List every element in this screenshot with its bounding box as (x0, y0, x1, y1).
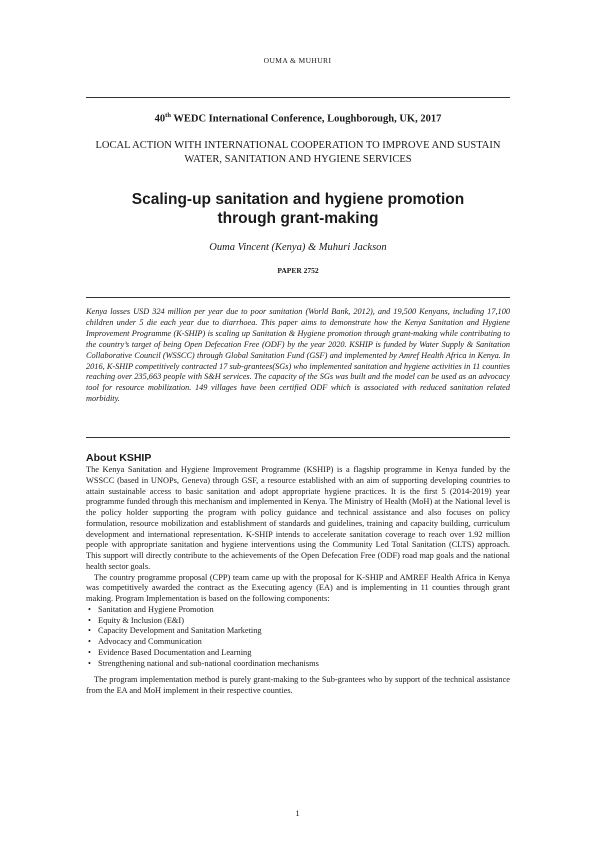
list-item-text: Evidence Based Documentation and Learning (98, 647, 252, 657)
running-head: OUMA & MUHURI (263, 56, 332, 65)
paper-title-line-2: through grant-making (217, 210, 379, 227)
list-item-text: Sanitation and Hygiene Promotion (98, 604, 214, 614)
paper-title (86, 190, 510, 228)
conference-theme: LOCAL ACTION WITH INTERNATIONAL COOPERATION TO IMPROVE AND SUSTAIN WATER, SANITATION AND HYGIENE SERVICES (95, 140, 501, 165)
conference-superscript: th (165, 112, 171, 119)
abstract: Kenya losses USD 324 million per year due to poor sanitation (World Bank, 2012), and 19,500 Kenyans, including 17,100 children under 5 die each year due to diarrhoea. This paper aims to demonstrate how the Kenya Sanitation and Hygiene Improvement Programme (K-SHIP) is scaling up Sanitation & Hygiene promotion through grant-making while contributing to the country’s target of being Open Defecation Free (ODF) by the year 2020. KSHIP is funded by Water Supply & Sanitation Collaborative Council (WSSCC) through Global Sanitation Fund (GSF) and implemented by Amref Health Africa in Kenya. In 2016, K-SHIP competitively contracted 17 sub-grantees(SGs) who implemented sanitation and hygiene activities in 11 counties reaching over 235,663 people with S&H services. The capacity of the SGs was built and the model can be used as an advocacy tool for resource mobilization. 149 villages have been certified ODF which is associated with reduced sanitation related morbidity. (86, 307, 510, 404)
conference-number: 40 (154, 113, 166, 125)
list-item (86, 648, 510, 659)
list-item-text: Strengthening national and sub-national coordination mechanisms (98, 658, 319, 668)
section-body (86, 465, 510, 697)
list-item (86, 659, 510, 670)
bullet-icon: • (88, 647, 91, 657)
list-item-text: Capacity Development and Sanitation Marketing (98, 626, 262, 636)
list-item (86, 605, 510, 616)
header-rule (86, 97, 510, 98)
paper-number: PAPER 2752 (277, 266, 319, 275)
bullet-icon: • (88, 604, 91, 614)
paper-title-line-1: Scaling-up sanitation and hygiene promotion (131, 191, 465, 208)
bullet-icon: • (88, 637, 91, 646)
authors: Ouma Vincent (Kenya) & Muhuri Jackson (209, 242, 387, 253)
abstract-bottom-rule (86, 437, 510, 438)
abstract-top-rule (86, 297, 510, 298)
body-paragraph-1: The Kenya Sanitation and Hygiene Improvement Programme (KSHIP) is a flagship programme in Kenya funded by the WSSCC (based in UNOPs, Geneva) through GSF, a resource established with an aim of supporting developing countries to attain sustainable access to basic sanitation and adopt appropriate hygiene practices. It is the first 5 (2014-2019) year programme funded through this mechanism and implemented in Kenya. The Ministry of Health (MoH) at the National level is the policy holder supporting the program with policy guidance and technical assistance and also focuses on policy formulation, resource mobilization and establishment of standards and guidelines, training and capacity building, curriculum development and international representation. K-SHIP intends to accelerate sanitation coverage to reach over 1.92 million people with appropriate sanitation and hygiene interventions using the Community Led Total Sanitation (CLTS) approach. This support will directly contribute to the achievements of the Open Defecation Free (ODF) road map goals and the national health sector goals. (86, 465, 510, 571)
bullet-icon: • (88, 615, 91, 625)
list-item-text: Advocacy and Communication (98, 637, 202, 646)
list-item (86, 626, 510, 637)
list-item (86, 637, 510, 648)
conference-line (86, 112, 510, 125)
list-item-text: Equity & Inclusion (E&I) (98, 615, 184, 625)
list-item (86, 616, 510, 627)
bullet-icon: • (88, 626, 91, 636)
page-number: 1 (295, 808, 300, 818)
bullet-icon: • (88, 658, 91, 668)
conference-name: WEDC International Conference, Loughborough, UK, 2017 (170, 113, 442, 125)
body-paragraph-3: The program implementation method is purely grant-making to the Sub-grantees who by support of the technical assistance from the EA and MoH implement in their respective counties. (86, 675, 510, 695)
components-list (86, 605, 510, 670)
body-paragraph-2: The country programme proposal (CPP) team came up with the proposal for K-SHIP and AMREF Health Africa in Kenya was competitively awarded the contract as the Executing agency (EA) and is implementing in 11 counties through grant making. Program Implementation is based on the following components: (86, 572, 510, 603)
section-heading: About KSHIP (86, 452, 152, 464)
